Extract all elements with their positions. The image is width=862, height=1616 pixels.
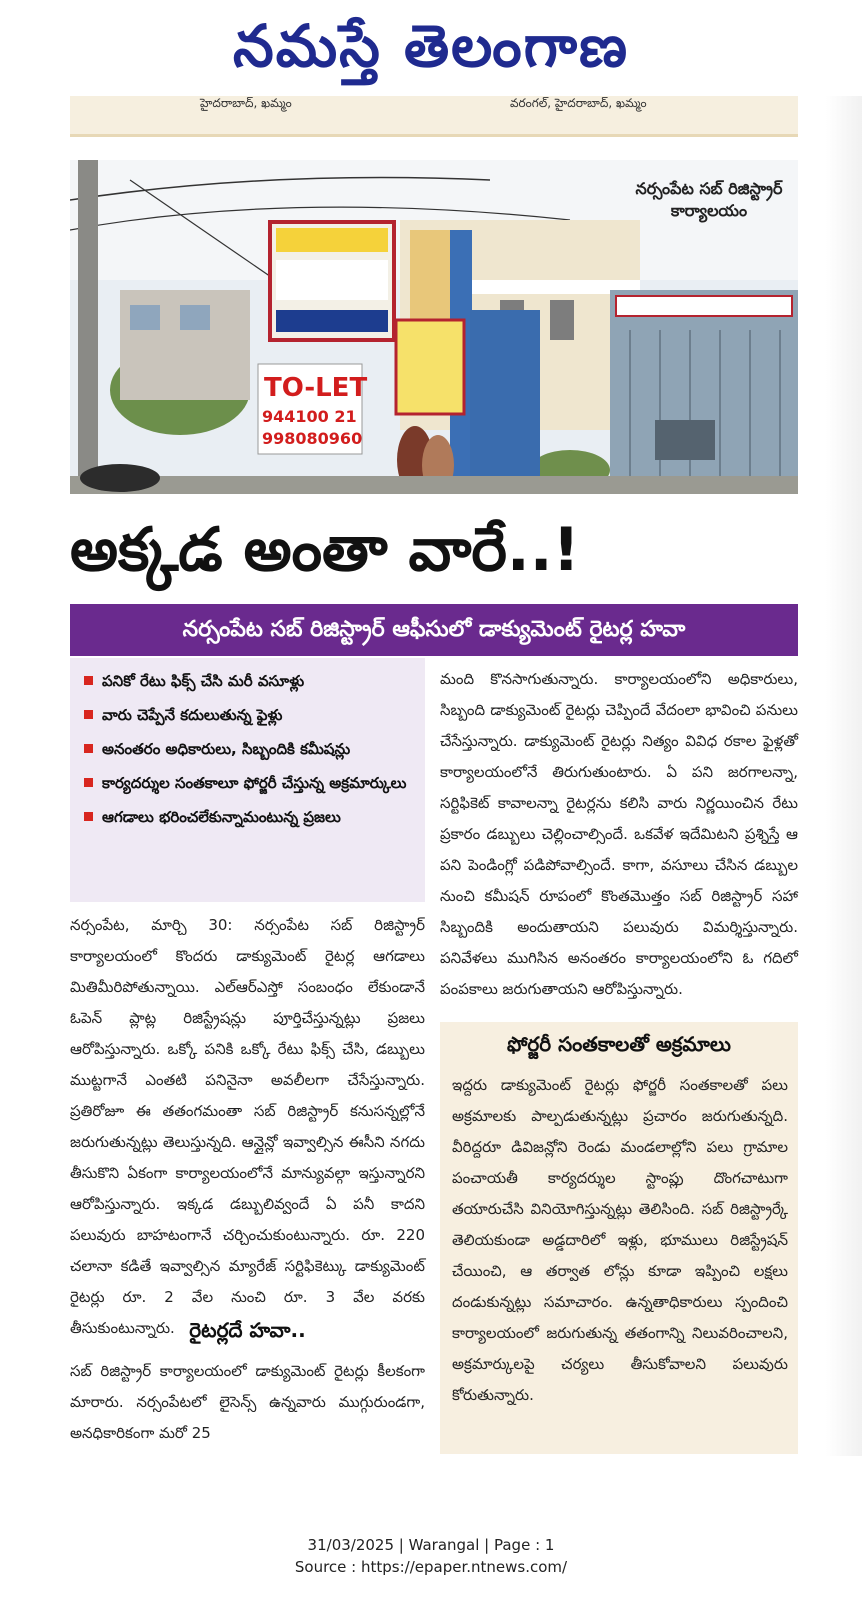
tolet-phone-1: 944100 21 <box>262 407 357 426</box>
article-paragraph: సబ్ రిజిస్ట్రార్ కార్యాలయంలో డాక్యుమెంట్ రైటర్లు కీలకంగా మారారు. నర్సంపేటలో లైసెన్స్ ఉన్నవారు ముగ్గురుండగా, అనధికారికంగా మరో 25 <box>70 1362 425 1442</box>
strip-right-text: వరంగల్, హైదరాబాద్, ఖమ్మం <box>510 96 647 110</box>
article-column-2 <box>440 664 798 1005</box>
highlight-text: వారు చెప్పేనే కదులుతున్న ఫైళ్లు <box>102 706 283 724</box>
article-paragraph: ఇద్దరు డాక్యుమెంట్ రైటర్లు ఫోర్జరీ సంతకాలతో పలు అక్రమాలకు పాల్పడుతున్నట్లు ప్రచారం జరుగుతున్నది. వీరిద్దరూ డివిజన్లోని రెండు మండలాల్లోని పలు గ్రామాల పంచాయతీ కార్యదర్శుల స్టాంప్లు దొంగచాటుగా తయారుచేసి వినియోగిస్తున్నట్లు తెలిసింది. సబ్ రిజిస్ట్రార్కే తెలియకుండా అడ్డదారిలో ఇళ్లు, భూములు రిజిస్ట్రేషన్ చేయించి, ఆ తర్వాత లోన్లు కూడా ఇప్పించి లక్షలు దండుకున్నట్లు సమాచారం. ఉన్నతాధికారులు స్పందించి కార్యాలయంలో జరుగుతున్న తతంగాన్ని నిలువరించాలని, అక్రమార్కులపై చర్యలు తీసుకోవాలని పలువురు కోరుతున్నారు. <box>452 1076 788 1404</box>
highlight-item <box>80 670 415 692</box>
red-bullet-icon <box>84 676 93 685</box>
masthead-title: నమస్తే తెలంగాణ <box>233 12 629 80</box>
previous-article-strip <box>70 96 798 137</box>
highlight-text: పనికో రేటు ఫిక్స్ చేసి మరీ వసూళ్లు <box>102 672 305 690</box>
highlight-item <box>80 772 415 794</box>
article-subheadline: నర్సంపేట సబ్ రిజిస్ట్రార్ ఆఫీసులో డాక్యుమెంట్ రైటర్ల హవా <box>70 604 798 656</box>
article-paragraph: మంది కొనసాగుతున్నారు. కార్యాలయంలోని అధికారులు, సిబ్బంది డాక్యుమెంట్ రైటర్లు చెప్పిందే వేదంలా భావించి పనులు చేసేస్తున్నారు. డాక్యుమెంట్ రైటర్లు నిత్యం వివిధ రకాల ఫైళ్లతో కార్యాలయంలోనే తిరుగుతుంటారు. ఏ పని జరగాలన్నా, సర్టిఫికెట్ కావాలన్నా రైటర్లను కలిసి వారు నిర్ణయించిన రేటు ప్రకారం డబ్బులు చెల్లించాల్సిందే. ఒకవేళ ఇదేమిటని ప్రశ్నిస్తే ఆ పని పెండింగ్లో పడిపోవాల్సిందే. కాగా, వసూలు చేసిన డబ్బుల నుంచి కమీషన్ రూపంలో కొంతమొత్తం సబ్ రిజిస్ట్రార్ సహా సిబ్బందికి అందుతాయని పలువురు విమర్శిస్తున్నారు. పనివేళలు ముగిసిన అనంతరం కార్యాలయంలోని ఓ గదిలో పంపకాలు జరుగుతాయని ఆరోపిస్తున్నారు. <box>440 670 798 998</box>
red-bullet-icon <box>84 744 93 753</box>
article-column-1b <box>70 1356 425 1449</box>
red-bullet-icon <box>84 710 93 719</box>
highlight-item <box>80 704 415 726</box>
strip-left-text: హైదరాబాద్, ఖమ్మం <box>200 96 292 110</box>
footer-source[interactable]: Source : https://epaper.ntnews.com/ <box>294 1558 568 1576</box>
photo-caption: నర్సంపేట సబ్ రిజిస్ట్రార్ కార్యాలయం <box>635 179 783 220</box>
page-footer <box>0 1534 862 1578</box>
article-subhead-forgery: ఫోర్జరీ సంతకాలతో అక్రమాలు <box>507 1032 731 1056</box>
footer-date-edition: 31/03/2025 | Warangal | Page : 1 <box>307 1536 555 1554</box>
article-column-1 <box>70 910 425 1344</box>
article-paragraph: నర్సంపేట, మార్చి 30: నర్సంపేట సబ్ రిజిస్ట్రార్ కార్యాలయంలో కొందరు డాక్యుమెంట్ రైటర్ల ఆగడాలు మితిమీరిపోతున్నాయి. ఎల్ఆర్ఎస్తో సంబంధం లేకుండానే ఓపెన్ ప్లాట్ల రిజిస్ట్రేషన్లు పూర్తిచేస్తున్నట్లు ప్రజలు ఆరోపిస్తున్నారు. ఒక్కో పనికి ఒక్కో రేటు ఫిక్స్ చేసి, డబ్బులు ముట్టగానే ఎంతటి పనినైనా అవలీలగా చేసేస్తున్నారు. ప్రతిరోజూ ఈ తతంగమంతా సబ్ రిజిస్ట్రార్ కనుసన్నల్లోనే జరుగుతున్నట్లు తెలుస్తున్నది. ఆన్లైన్లో ఇవ్వాల్సిన ఈసీని నగదు తీసుకొని ఏకంగా కార్యాలయంలోనే మాన్యువల్గా ఇస్తున్నారని ఆరోపిస్తున్నారు. ఇక్కడ డబ్బులివ్వందే ఏ పనీ కాదని పలువురు బాహటంగానే చర్చించుకుంటున్నారు. రూ. 220 చలానా కడితే ఇవ్వాల్సిన మ్యారేజ్ సర్టిఫికెట్కు డాక్యుమెంట్ రైటర్లు రూ. 2 వేల నుంచి రూ. 3 వేల వరకు తీసుకుంటున్నారు. <box>70 916 425 1337</box>
highlight-text: కార్యదర్శుల సంతకాలూ ఫోర్జరీ చేస్తున్న అక్రమార్కులు <box>102 774 407 792</box>
highlight-text: ఆగడాలు భరించలేకున్నామంటున్న ప్రజలు <box>102 808 341 826</box>
article-subhead-writers: రైటర్లదే హవా.. <box>189 1318 306 1342</box>
highlight-item <box>80 738 415 760</box>
highlight-item <box>80 806 415 828</box>
highlight-text: అనంతరం అధికారులు, సిబ్బందికి కమీషన్లు <box>102 740 351 758</box>
tolet-phone-2: 998080960 <box>262 429 363 448</box>
newspaper-masthead <box>0 0 862 90</box>
article-column-3 <box>452 1070 788 1411</box>
highlights-box <box>70 658 425 902</box>
tolet-sign-text: TO-LET <box>264 373 368 403</box>
adjacent-page-edge <box>826 96 862 1456</box>
red-bullet-icon <box>84 812 93 821</box>
article-headline: అక్కడ అంతా వారే..! <box>70 515 580 585</box>
red-bullet-icon <box>84 778 93 787</box>
